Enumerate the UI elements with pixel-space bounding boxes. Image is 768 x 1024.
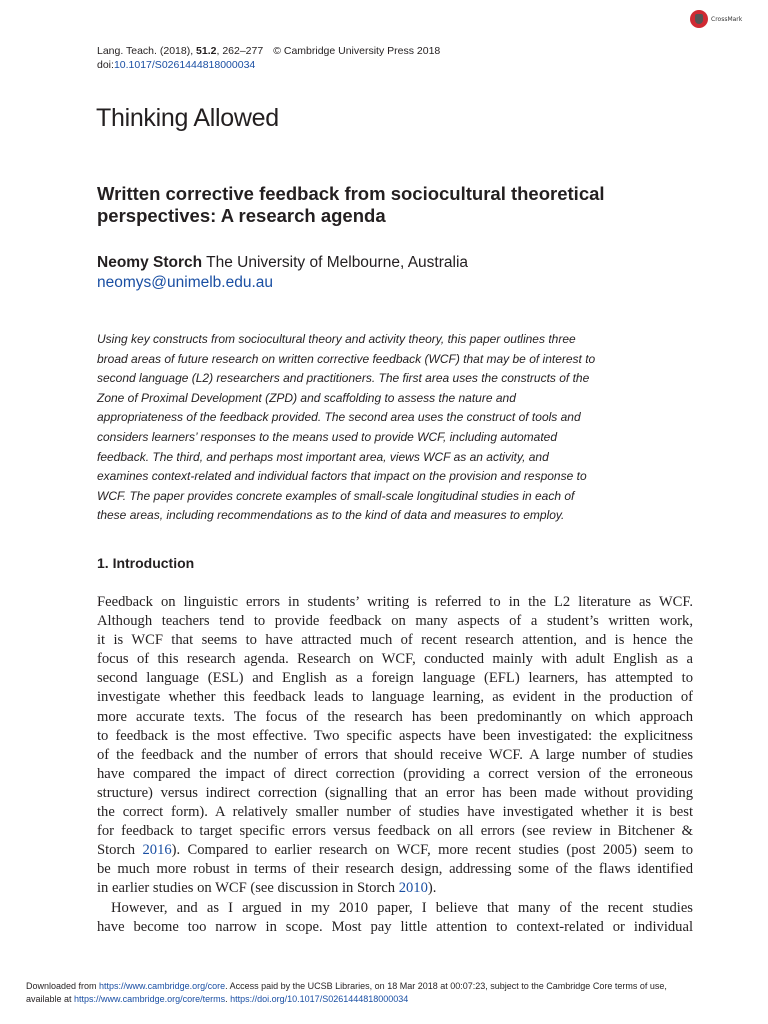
abstract-line: second language (L2) researchers and practitioners. The first area uses the constructs of the bbox=[97, 371, 590, 386]
body-line: second language (ESL) and English as a foreign language (EFL) learners, has attempted to bbox=[97, 670, 693, 687]
author-name: Neomy Storch bbox=[97, 254, 203, 271]
body-line: Feedback on linguistic errors in students’ writing is referred to in the L2 literature as WCF. bbox=[97, 594, 693, 610]
body-line: of the feedback and the number of errors that should receive WCF. A large number of studies bbox=[97, 746, 693, 763]
copyright: © Cambridge University Press 2018 bbox=[273, 45, 441, 57]
body-line: the correct form). A relatively smaller number of studies have investigated whether it is best bbox=[97, 804, 693, 821]
body-line: have compared the impact of direct correction (providing a correct version of the erroneous bbox=[97, 765, 693, 782]
citation-link-2016[interactable]: 2016 bbox=[142, 842, 172, 859]
footer-line bbox=[26, 993, 746, 1006]
body-text-fragment: ). bbox=[427, 880, 437, 897]
body-line: However, and as I argued in my 2010 paper, I believe that many of the recent studies bbox=[111, 899, 693, 916]
abstract-line: broad areas of future research on written corrective feedback (WCF) that may be of interest to bbox=[97, 351, 596, 366]
article-title: Written corrective feedback from sociocultural theoretical perspectives: A research agenda bbox=[97, 183, 605, 226]
author-email-link[interactable]: neomys@unimelb.edu.au bbox=[97, 274, 274, 291]
footer-line bbox=[26, 980, 746, 993]
pages: , 262–277 bbox=[216, 45, 264, 57]
footer-text: . bbox=[225, 993, 231, 1004]
abstract-line: Zone of Proximal Development (ZPD) and scaffolding to assess the nature and bbox=[97, 390, 516, 405]
body-text-fragment: in earlier studies on WCF (see discussion in Storch bbox=[97, 880, 399, 897]
body-line bbox=[97, 841, 693, 860]
crossmark-badge[interactable] bbox=[690, 10, 742, 28]
abstract-line: these areas, including recommendations as to the kind of data and measures to employ. bbox=[97, 508, 565, 523]
body-line: it is WCF that seems to have attracted much of recent research attention, and is hence the bbox=[97, 632, 693, 649]
body-line: for feedback to target specific errors versus feedback on all errors (see review in Bitchener & bbox=[97, 823, 693, 840]
doi-link[interactable]: 10.1017/S0261444818000034 bbox=[113, 59, 256, 71]
doi-prefix: doi: bbox=[97, 59, 114, 71]
abstract-line: Using key constructs from sociocultural theory and activity theory, this paper outlines three bbox=[97, 332, 576, 346]
body-line: focus of this research agenda. Research on WCF, conducted mainly with adult English as a bbox=[97, 651, 693, 668]
body-text-fragment: Storch bbox=[97, 842, 143, 859]
footer-text: available at bbox=[26, 993, 75, 1004]
footer-text: Downloaded from bbox=[26, 981, 100, 991]
body-line: investigate whether this feedback leads to language learning, as evident in the production of bbox=[97, 689, 693, 706]
abstract-line: WCF. The paper provides concrete examples of small-scale longitudinal studies in each of bbox=[97, 488, 575, 503]
terms-link[interactable]: https://www.cambridge.org/core/terms bbox=[74, 993, 226, 1004]
citation-header bbox=[97, 44, 440, 72]
body-line bbox=[97, 879, 693, 898]
body-line: be much more robust in terms of their research design, addressing some of the flaws identified bbox=[97, 861, 693, 878]
body-text bbox=[97, 593, 693, 937]
body-line: have become too narrow in scope. Most pay little attention to context-related or individual bbox=[97, 918, 693, 935]
author-line bbox=[97, 253, 468, 273]
body-line: to feedback is the most effective. Two specific aspects have been investigated: the explicitness bbox=[97, 727, 693, 744]
download-footer bbox=[26, 980, 746, 1005]
abstract-line: examines context-related and individual factors that impact on the provision and response to bbox=[97, 469, 587, 484]
abstract-line: appropriateness of the feedback provided. The second area uses the construct of tools and bbox=[97, 410, 581, 425]
doi-footer-link[interactable]: https://doi.org/10.1017/S0261444818000034 bbox=[230, 993, 409, 1004]
body-text-fragment: ). Compared to earlier research on WCF, more recent studies (post 2005) seem to bbox=[171, 842, 693, 859]
crossmark-icon bbox=[690, 10, 708, 28]
body-line: Although teachers tend to provide feedback on many aspects of a student’s written work, bbox=[97, 613, 693, 630]
abstract-line: considers learners’ responses to the means used to provide WCF, including automated bbox=[97, 429, 558, 444]
citation-link-2010[interactable]: 2010 bbox=[398, 880, 428, 897]
crossmark-label: CrossMark bbox=[711, 15, 743, 23]
abstract bbox=[97, 330, 637, 526]
introduction-heading: 1. Introduction bbox=[97, 555, 195, 571]
journal-ref: Lang. Teach. (2018), bbox=[97, 45, 197, 57]
abstract-line: feedback. The third, and perhaps most important area, views WCF as an activity, and bbox=[97, 449, 549, 464]
cambridge-core-link[interactable]: https://www.cambridge.org/core bbox=[99, 981, 226, 991]
section-heading: Thinking Allowed bbox=[96, 104, 279, 132]
volume: 51.2 bbox=[196, 45, 217, 57]
footer-text: . Access paid by the UCSB Libraries, on 18 Mar 2018 at 00:07:23, subject to the Cambridge Core terms of use, bbox=[225, 981, 667, 991]
author-affiliation: The University of Melbourne, Australia bbox=[202, 254, 469, 271]
body-line: structure) versus indirect correction (signalling that an error has been made without providing bbox=[97, 784, 693, 801]
body-line: more accurate texts. The focus of the research has been predominantly on which approach bbox=[97, 708, 693, 725]
